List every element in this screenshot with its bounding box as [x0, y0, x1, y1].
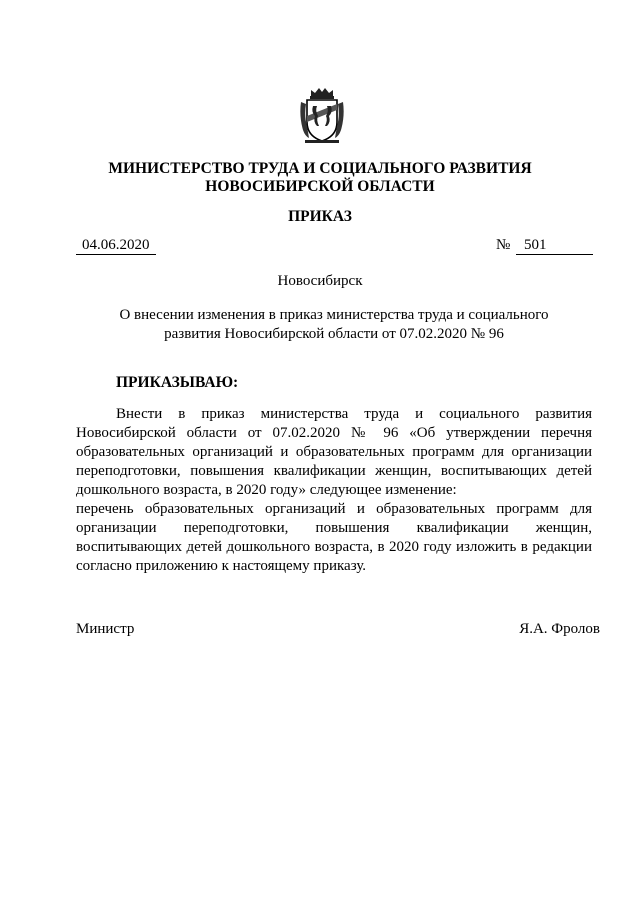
ministry-name-line-1: МИНИСТЕРСТВО ТРУДА И СОЦИАЛЬНОГО РАЗВИТИЯ: [108, 160, 532, 177]
subject-line-2: развития Новосибирской области от 07.02.2020 № 96: [164, 326, 504, 342]
order-number: [516, 236, 593, 255]
order-date: [76, 236, 156, 255]
document-type: ПРИКАЗ: [288, 208, 352, 225]
signer-title: Министр: [76, 621, 135, 637]
order-word: ПРИКАЗЫВАЮ:: [116, 374, 239, 391]
signer-name: Я.А. Фролов: [519, 621, 600, 637]
subject-line-1: О внесении изменения в приказ министерства труда и социального: [119, 307, 549, 323]
order-number-sign: №: [496, 237, 511, 253]
order-date-value: 04.06.2020: [82, 237, 150, 253]
novosibirsk-coat-of-arms-icon: [299, 86, 345, 144]
body-paragraph-2: перечень образовательных организаций и образовательных программ для организации переподготовки, повышения квалификации женщин, воспитывающих детей дошкольного возраста, в 2020 году изложить в редакции согласно приложению к настоящему приказу.: [76, 501, 592, 574]
ministry-name-line-2: НОВОСИБИРСКОЙ ОБЛАСТИ: [205, 178, 435, 195]
order-number-value: 501: [524, 237, 547, 253]
order-body: [76, 405, 592, 576]
body-paragraph-1: Внести в приказ министерства труда и социального развития Новосибирской области от 07.02.2020 № 96 «Об утверждении перечня образовательных организаций и образовательных программ для организации переподготовки, повышения квалификации женщин, воспитывающих детей дошкольного возраста, в 2020 году» следующее изменение:: [76, 406, 592, 498]
city-name: Новосибирск: [277, 273, 363, 289]
